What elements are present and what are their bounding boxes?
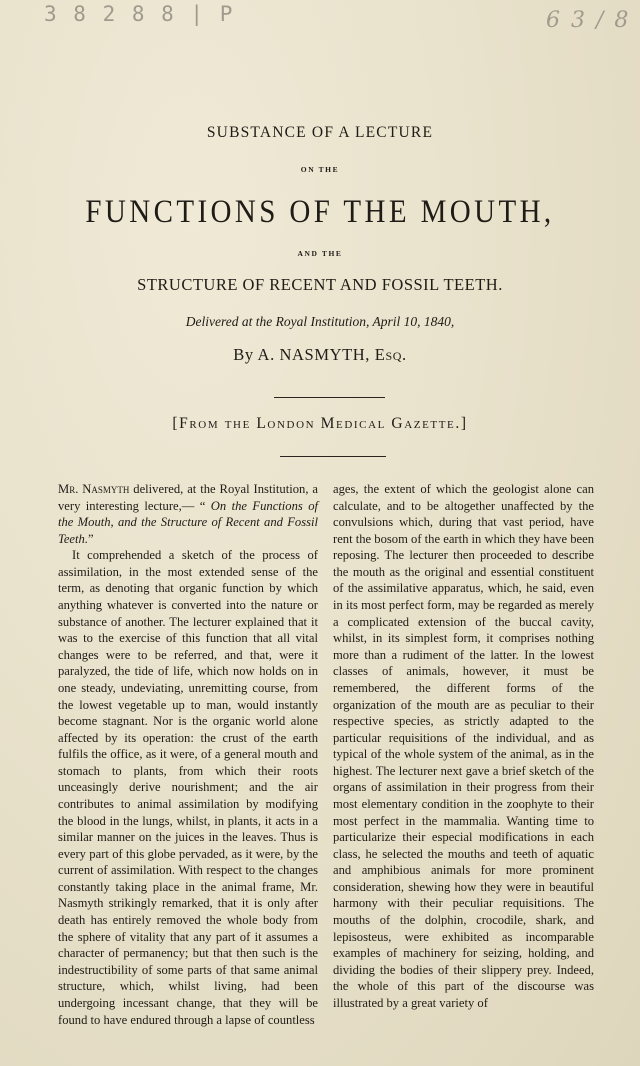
divider-rule-bottom	[280, 456, 386, 457]
title-line-on-the: ON THE	[300, 165, 340, 174]
divider-rule-top	[274, 397, 385, 398]
body-column-right	[333, 481, 594, 1012]
title-line-substance: SUBSTANCE OF A LECTURE	[206, 124, 434, 141]
body-text	[58, 481, 318, 1028]
title-line-and-the: AND THE	[297, 249, 343, 258]
author-line	[0, 345, 640, 365]
lecture-title-italic: On the Functions of the Mouth, and the Structure of Recent and Fossil Teeth.	[58, 498, 318, 546]
author-name: By A. NASMYTH,	[233, 345, 375, 364]
paragraph-main-continued: ages, the extent of which the geologist alone can calculate, and to be altogether unaffected by the convulsions which, during that vast period, have rent the bosom of the earth in which they have been reposing. The lecturer then proceeded to describe the mouth as the original and essential constituent of the assimilative apparatus, which, he said, even in its most perfect form, may be regarded as merely a complicated extension of the buccal cavity, whilst, in its simplest form, it comprises nothing more than a rudiment of the latter. In the lowest classes of animals, however, it must be remembered, the different forms of the organization of the mouth are as peculiar to their respective species, as strictly adapted to the particular requisitions of the individual, and as typical of the whole system of the animal, as in the highest. The lecturer next gave a brief sketch of the organs of assimilation in their progress from their most elementary condition in the zoophyte to their most perfect in the mammalia. Wanting time to particularize their especial modifications in each class, he selected the mouths and teeth of aquatic and amphibious animals for more prominent consideration, shewing how they were in beautiful harmony with their peculiar requisitions. The mouths of the dolphin, crocodile, shark, and lepisosteus, were exhibited as incomparable examples of machinery for seizing, holding, and dividing the bodies of their slippery prey. Indeed, the whole of this part of the discourse was illustrated by a great variety of	[333, 482, 594, 1010]
manuscript-annotation-left: 3 8 2 8 8 | P	[44, 2, 235, 26]
author-suffix: Esq.	[374, 345, 407, 364]
manuscript-annotation-right: 6 3 / 8	[546, 8, 631, 33]
source-citation: [From the London Medical Gazette.]	[172, 415, 468, 432]
main-title: FUNCTIONS OF THE MOUTH,	[85, 194, 555, 230]
paragraph-intro	[58, 481, 318, 547]
subtitle-structure: STRUCTURE OF RECENT AND FOSSIL TEETH.	[137, 275, 503, 294]
intro-text: delivered, at the Royal Institution, a very interesting lecture,— “	[58, 482, 318, 513]
delivery-note: Delivered at the Royal Institution, April 10, 1840,	[185, 314, 455, 329]
intro-quote-end: ”	[87, 531, 94, 546]
lead-name: Mr. Nasmyth	[58, 482, 130, 496]
paragraph-main: It comprehended a sketch of the process of assimilation, in the most extended sense of the term, as denoting that organic function by which anything whatever is converted into the nature or substance of another. The lecturer explained that it was to the exercise of this function that all vital changes were to be referred, and that, were it paralyzed, the tide of life, which now holds on in one steady, undeviating, unremitting course, from the lowest vegetable up to man, would instantly become stagnant. Nor is the organic world alone affected by its operation: the crust of the earth fulfils the office, as it were, of a general mouth and stomach to plants, from which their roots unceasingly derive nourishment; and the air contributes to animal assimilation by modifying the blood in the lungs, whilst, in plants, it acts in a similar manner on the juices in the leaves. Thus is every part of this globe pervaded, as it were, by the current of assimilation. With respect to the changes constantly taking place in the animal frame, Mr. Nasmyth strikingly remarked, that it is only after death has entirely removed the whole body from the sphere of vitality that any part of it assumes a character of permanency; but that then such is the indestructibility of some parts of that same animal structure, which, whilst living, had been undergoing incessant change, that they will be found to have endured through a lapse of countless	[58, 548, 318, 1027]
body-column-left	[58, 481, 318, 1028]
body-text-continued	[333, 481, 594, 1012]
